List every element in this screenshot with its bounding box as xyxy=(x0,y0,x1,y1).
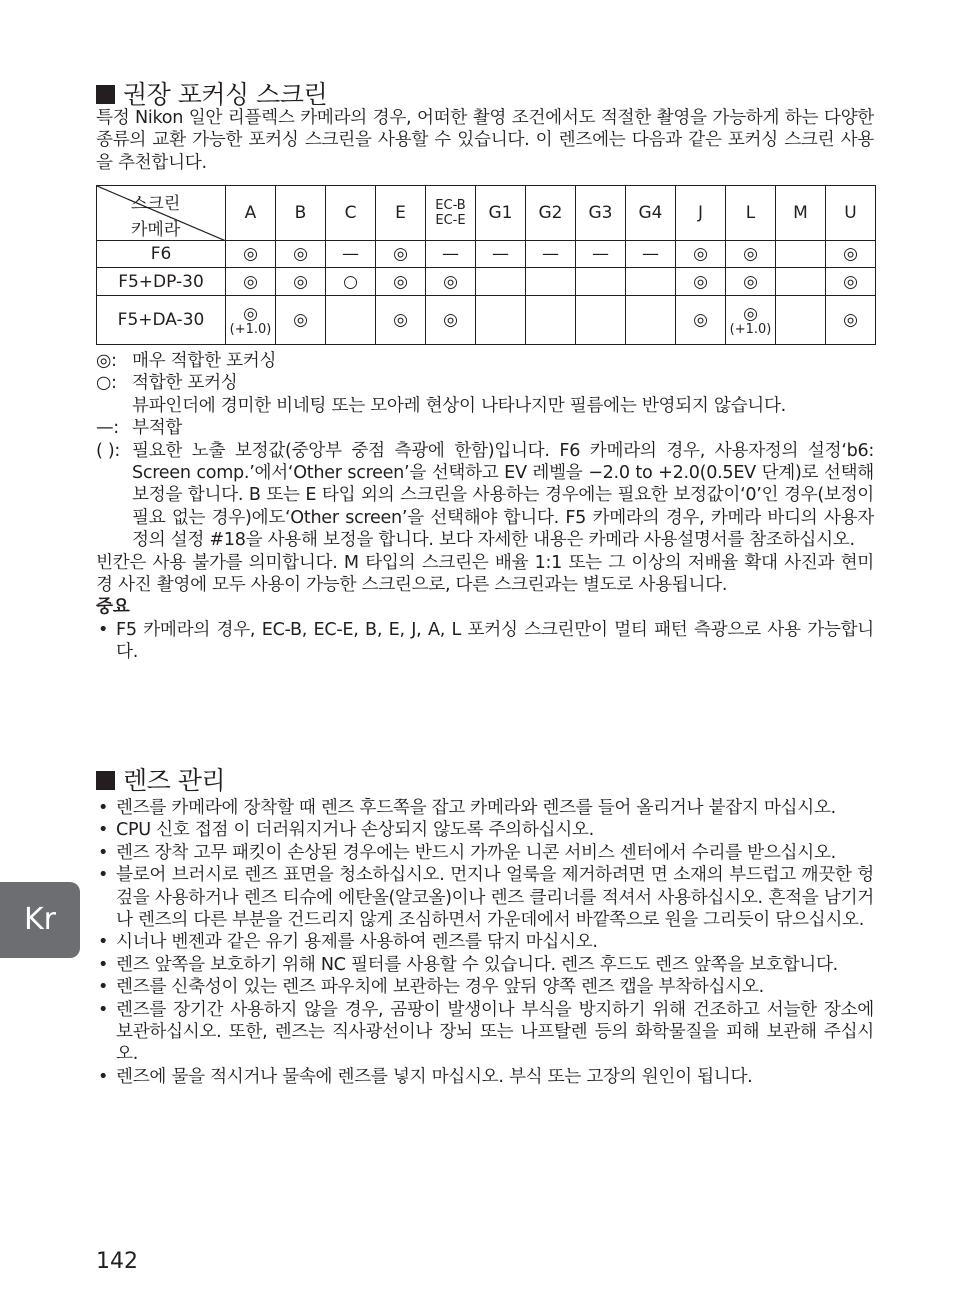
table-cell: ◎ xyxy=(276,268,326,296)
section-title-text: 렌즈 관리 xyxy=(123,766,226,795)
list-item xyxy=(96,842,874,864)
legend-item-parentheses xyxy=(96,440,874,552)
legend-symbol: ◎: xyxy=(96,351,117,371)
header-cell: L xyxy=(726,186,776,241)
table-cell xyxy=(626,268,676,296)
legend xyxy=(96,350,874,664)
list-item xyxy=(96,999,874,1066)
square-bullet-icon xyxy=(96,771,115,790)
table-cell: — xyxy=(426,241,476,268)
table-cell xyxy=(476,296,526,345)
bullet-dot-icon: • xyxy=(98,619,109,640)
table-row xyxy=(97,268,876,296)
bullet-dot-icon: • xyxy=(98,1066,109,1087)
table-cell xyxy=(476,268,526,296)
legend-text: 매우 적합한 포커싱 xyxy=(132,351,277,371)
table-cell xyxy=(576,296,626,345)
table-cell: ◎ xyxy=(276,296,326,345)
legend-symbol: —: xyxy=(96,418,119,439)
header-cell: M xyxy=(776,186,826,241)
table-cell: ◎ xyxy=(276,241,326,268)
corner-screen-label: 스크린 xyxy=(131,194,181,214)
table-cell: — xyxy=(476,241,526,268)
table-row xyxy=(97,296,876,345)
table-cell xyxy=(776,268,826,296)
bullet-text: 렌즈 장착 고무 패킷이 손상된 경우에는 반드시 가까운 니콘 서비스 센터에서 수리를 받으십시오. xyxy=(116,842,836,863)
table-cell xyxy=(326,296,376,345)
bullet-dot-icon: • xyxy=(98,954,109,975)
table-cell-with-correction xyxy=(726,296,776,345)
table-cell xyxy=(526,296,576,345)
legend-acceptable-note: 뷰파인더에 경미한 비네팅 또는 모아레 현상이 나타나지만 필름에는 반영되지 않습니다. xyxy=(132,395,786,416)
camera-cell: F5+DA-30 xyxy=(97,296,226,345)
bullet-text: CPU 신호 접점 이 더러워지거나 손상되지 않도록 주의하십시오. xyxy=(116,820,594,841)
list-item xyxy=(96,797,874,819)
table-cell xyxy=(526,268,576,296)
bullet-text: 렌즈에 물을 적시거나 물속에 렌즈를 넣지 마십시오. 부식 또는 고장의 원인이 됩니다. xyxy=(116,1066,753,1087)
header-cell: G3 xyxy=(576,186,626,241)
header-cell: G2 xyxy=(526,186,576,241)
table-cell xyxy=(576,268,626,296)
header-cell: E xyxy=(376,186,426,241)
table-cell: ◎ xyxy=(426,296,476,345)
camera-cell: F6 xyxy=(97,241,226,268)
intro-paragraph: 특정 Nikon 일안 리플렉스 카메라의 경우, 어떠한 촬영 조건에서도 적절한 촬영을 가능하게 하는 다양한 종류의 교환 가능한 포커싱 스크린을 사용할 수 있습니다. 이 렌즈에는 다음과 같은 포커싱 스크린 사용을 추천합니다. xyxy=(96,108,874,173)
section-title-lens-care xyxy=(96,766,225,796)
table-cell: — xyxy=(626,241,676,268)
table-cell: ◎ xyxy=(376,268,426,296)
bullet-dot-icon: • xyxy=(98,842,109,863)
legend-text: 부적합 xyxy=(132,418,183,439)
legend-symbol: ( ): xyxy=(96,440,121,461)
important-heading: 중요 xyxy=(96,597,130,618)
section-title-focusing-screens xyxy=(96,80,327,110)
square-bullet-icon xyxy=(96,85,115,104)
table-cell xyxy=(626,296,676,345)
corner-camera-label: 카메라 xyxy=(131,220,181,240)
bullet-text: 렌즈를 장기간 사용하지 않을 경우, 곰팡이 발생이나 부식을 방지하기 위해 건조하고 서늘한 장소에 보관하십시오. 또한, 렌즈는 직사광선이나 장뇌 또는 나프탈렌 등의 화학물질을 피해 보관해 주십시오. xyxy=(116,999,874,1065)
bullet-dot-icon: • xyxy=(98,977,109,998)
correction-value: (+1.0) xyxy=(229,321,272,337)
table-cell: ◎ xyxy=(676,241,726,268)
legend-text: 적합한 포커싱 xyxy=(132,373,238,394)
header-cell: B xyxy=(276,186,326,241)
bullet-text: 렌즈를 신축성이 있는 렌즈 파우치에 보관하는 경우 앞뒤 양쪽 렌즈 캡을 부착하십시오. xyxy=(116,977,764,998)
table-cell xyxy=(776,296,826,345)
lens-care-list xyxy=(96,797,874,1088)
table-cell: ◎ xyxy=(676,296,726,345)
bullet-text: 렌즈 앞쪽을 보호하기 위해 NC 필터를 사용할 수 있습니다. 렌즈 후드도 렌즈 앞쪽을 보호합니다. xyxy=(116,954,838,975)
legend-item-acceptable xyxy=(96,372,874,394)
bullet-dot-icon: • xyxy=(98,820,109,841)
table-corner-cell xyxy=(97,186,226,241)
list-item xyxy=(96,1066,874,1088)
table-cell: — xyxy=(526,241,576,268)
table-cell-with-correction xyxy=(226,296,276,345)
camera-cell: F5+DP-30 xyxy=(97,268,226,296)
table-cell: ◎ xyxy=(376,296,426,345)
header-cell: G4 xyxy=(626,186,676,241)
table-cell: ◎ xyxy=(676,268,726,296)
table-cell xyxy=(776,241,826,268)
symbol: ◎ xyxy=(243,303,258,324)
list-item xyxy=(96,864,874,931)
correction-value: (+1.0) xyxy=(729,321,772,337)
list-item xyxy=(96,976,874,998)
bullet-dot-icon: • xyxy=(98,865,109,886)
header-cell: A xyxy=(226,186,276,241)
header-cell: U xyxy=(826,186,876,241)
table-cell: ◎ xyxy=(826,241,876,268)
bullet-dot-icon: • xyxy=(98,999,109,1020)
bullet-text: 렌즈를 카메라에 장착할 때 렌즈 후드쪽을 잡고 카메라와 렌즈를 들어 올리거나 붙잡지 마십시오. xyxy=(116,798,836,818)
header-cell: EC-B EC-E xyxy=(426,186,476,241)
page-number: 142 xyxy=(96,1249,138,1274)
bullet-dot-icon: • xyxy=(98,798,109,818)
table-cell: ◎ xyxy=(376,241,426,268)
list-item xyxy=(96,819,874,841)
table-header-row xyxy=(97,186,876,241)
bullet-text: F5 카메라의 경우, EC-B, EC-E, B, E, J, A, L 포커싱 스크린만이 멀티 패턴 측광으로 사용 가능합니다. xyxy=(116,619,874,663)
section-title-text: 권장 포커싱 스크린 xyxy=(123,80,328,109)
bullet-text: 블로어 브러시로 렌즈 표면을 청소하십시오. 먼지나 얼룩을 제거하려면 면 소재의 부드럽고 깨끗한 헝겊을 사용하거나 렌즈 티슈에 에탄올(알코올)이나 렌즈 클리너를 적셔서 사용하십시오. 흔적을 남기거나 렌즈의 다른 부분을 건드리지 않게 조심하면서 가운데에서 바깥쪽으로 원을 그리듯이 닦으십시오. xyxy=(116,865,874,931)
table-cell: ○ xyxy=(326,268,376,296)
important-bullet xyxy=(96,619,874,664)
bullet-text: 시너나 벤젠과 같은 유기 용제를 사용하여 렌즈를 닦지 마십시오. xyxy=(116,932,598,953)
language-tab: Kr xyxy=(0,882,80,958)
table-cell: ◎ xyxy=(226,268,276,296)
table-cell: — xyxy=(576,241,626,268)
focusing-screen-table xyxy=(96,185,876,345)
table-cell: ◎ xyxy=(726,268,776,296)
legend-symbol: ○: xyxy=(96,373,117,394)
header-cell: J xyxy=(676,186,726,241)
table-cell: — xyxy=(326,241,376,268)
legend-text: 필요한 노출 보정값(중앙부 중점 측광에 한함)입니다. F6 카메라의 경우, 사용자정의 설정‘b6: Screen comp.’에서‘Other screen’을 선택하고 EV 레벨을 −2.0 to +2.0(0.5EV 단계)로 선택해 보정을 합니다. B 또는 E 타입 외의 스크린을 사용하는 경우에는 필요한 보정값이‘0’인 경우(보정이 필요 없는 경우)에도‘Other screen’을 선택해야 합니다. F5 카메라의 경우, 카메라 바디의 사용자 정의 설정 #18을 사용해 보정을 합니다. 보다 자세한 내용은 카메라 사용설명서를 참조하십시오. xyxy=(132,440,874,551)
symbol: ◎ xyxy=(743,303,758,324)
list-item xyxy=(96,931,874,953)
table-cell: ◎ xyxy=(426,268,476,296)
bullet-dot-icon: • xyxy=(98,932,109,953)
table-cell: ◎ xyxy=(826,268,876,296)
table-cell: ◎ xyxy=(226,241,276,268)
legend-item-excellent xyxy=(96,350,874,372)
blank-cell-note: 빈칸은 사용 불가를 의미합니다. M 타입의 스크린은 배율 1:1 또는 그 이상의 저배율 확대 사진과 현미경 사진 촬영에 모두 사용이 가능한 스크린으로, 다른 스크린과는 별도로 사용됩니다. xyxy=(96,552,874,596)
table-cell: ◎ xyxy=(826,296,876,345)
table-cell: ◎ xyxy=(726,241,776,268)
list-item xyxy=(96,954,874,976)
header-cell: G1 xyxy=(476,186,526,241)
legend-item-unsuitable xyxy=(96,417,874,439)
header-cell: C xyxy=(326,186,376,241)
table-row xyxy=(97,241,876,268)
